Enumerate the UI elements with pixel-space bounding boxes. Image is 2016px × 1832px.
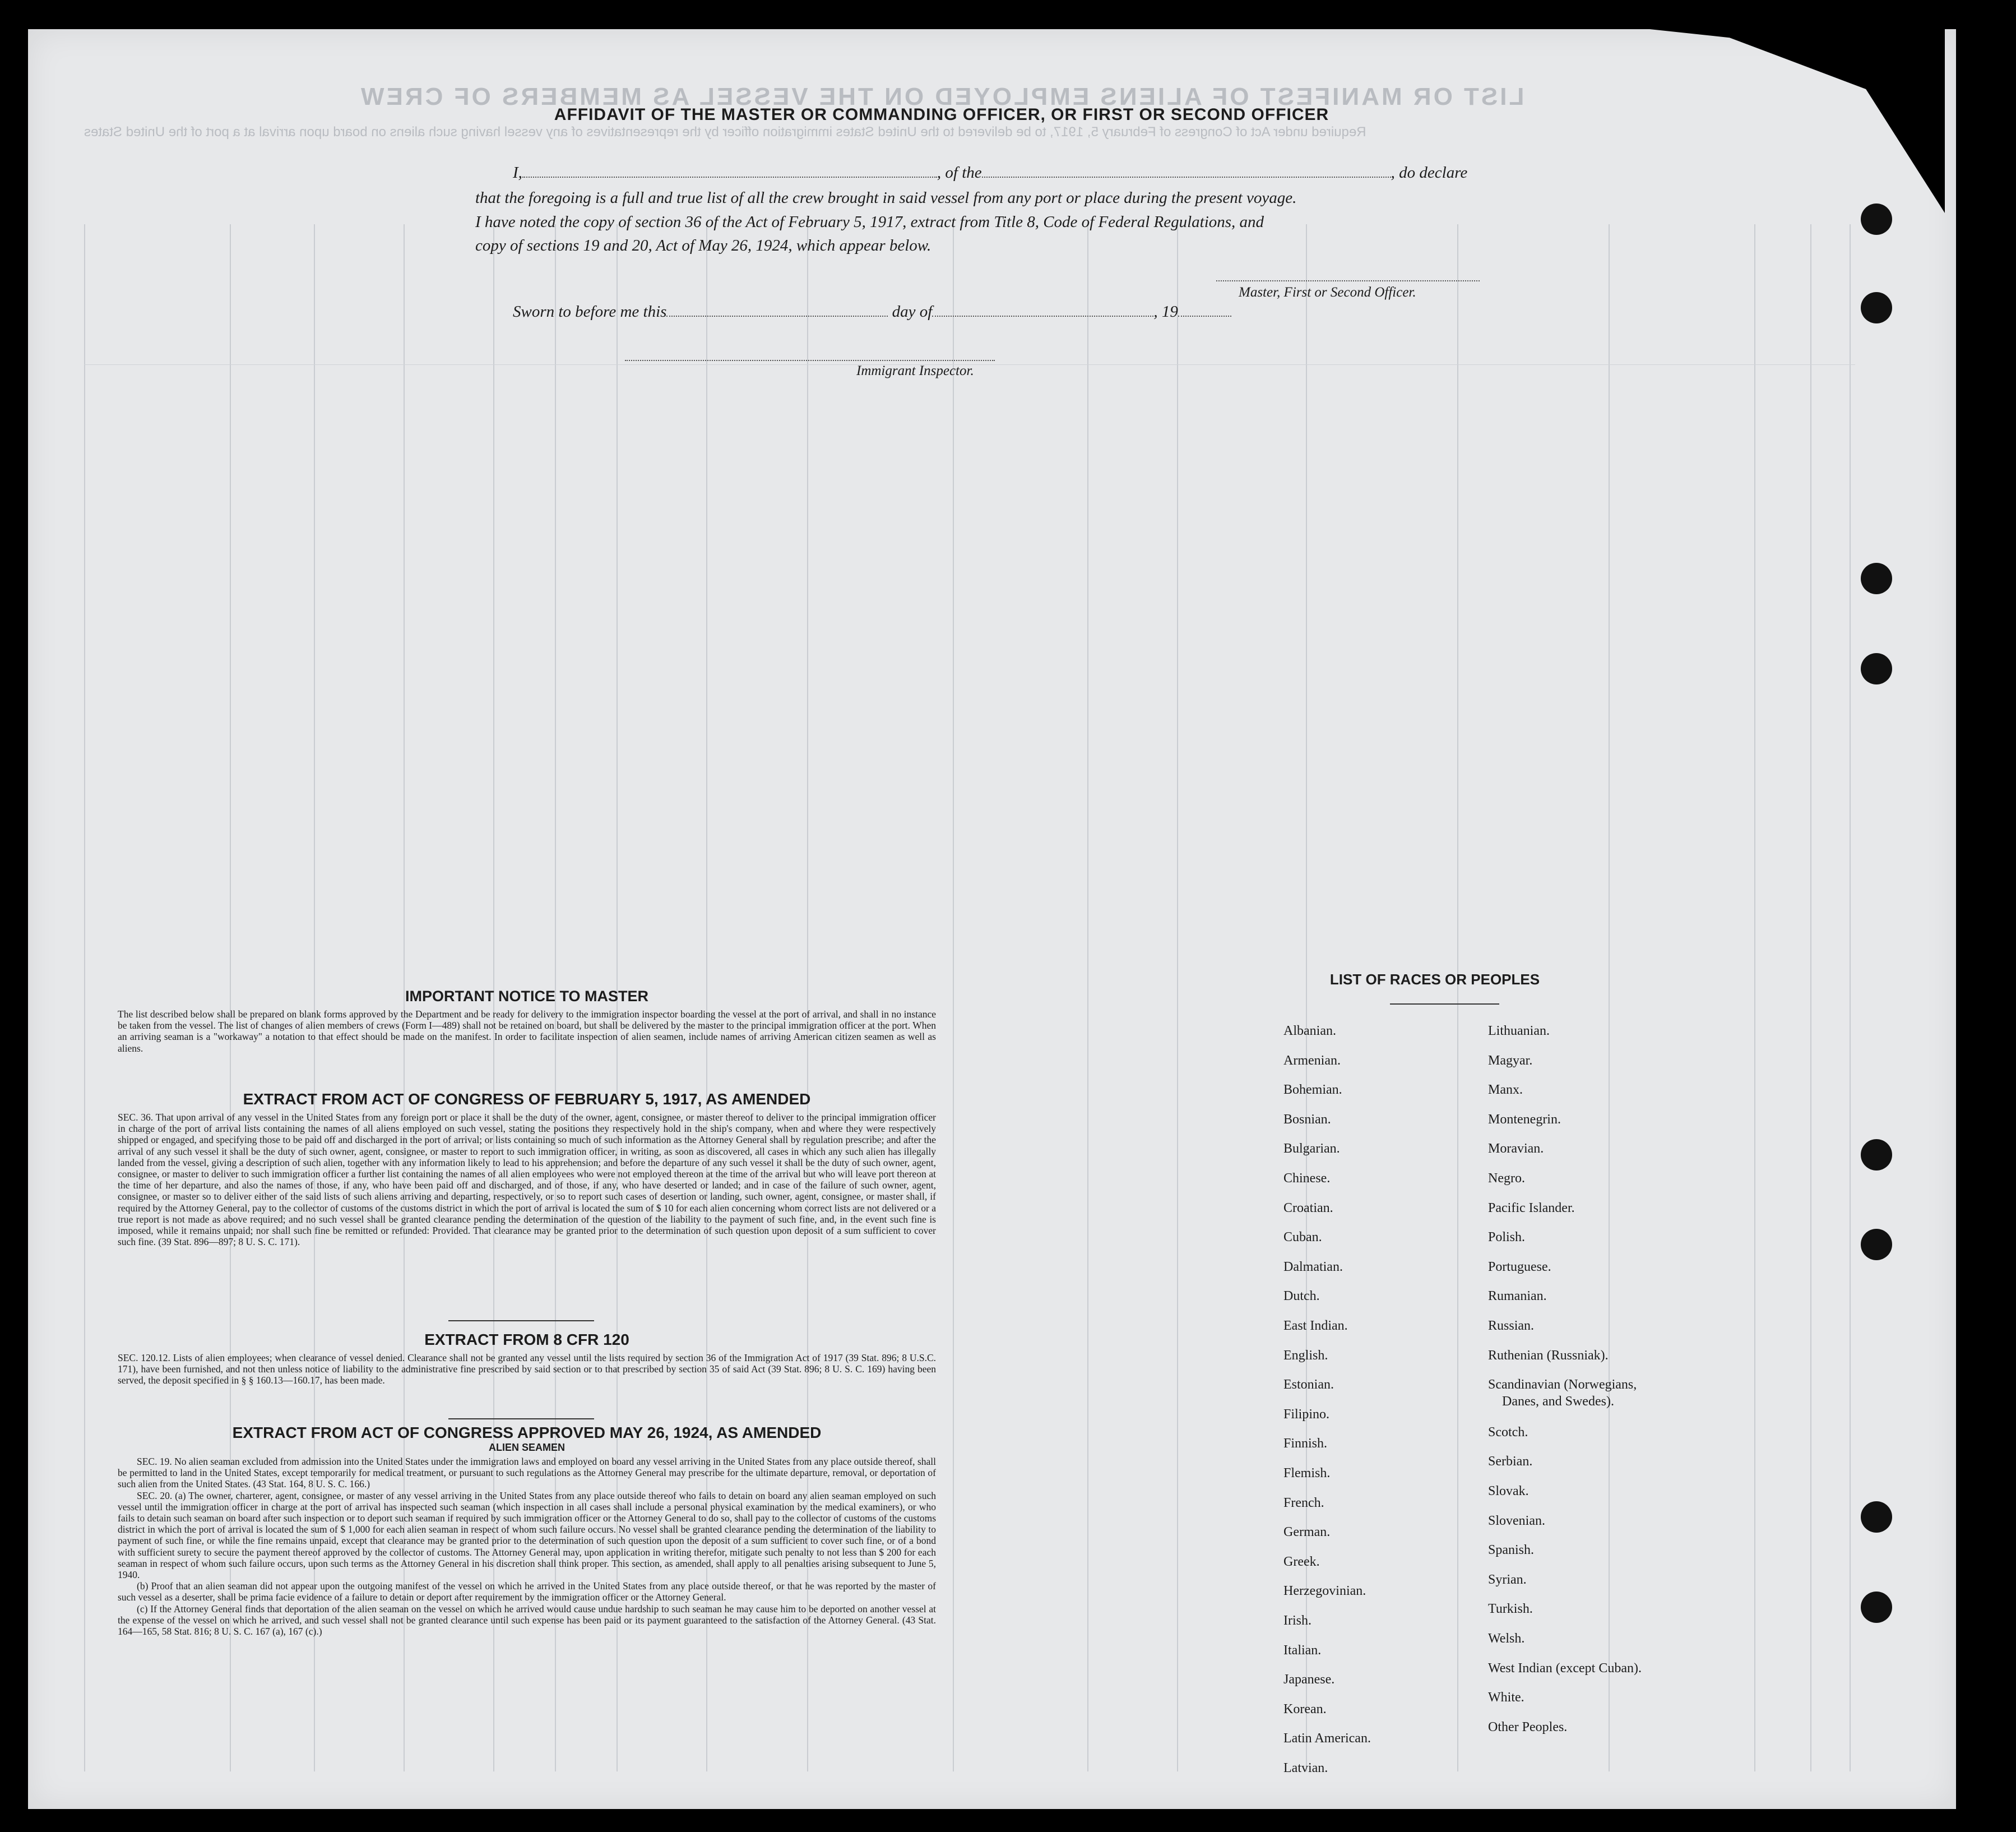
race-item: Bohemian. <box>1283 1082 1342 1098</box>
race-item: Finnish. <box>1283 1436 1328 1451</box>
binder-hole <box>1861 1229 1892 1260</box>
grid-line <box>84 224 85 1771</box>
race-item: East Indian. <box>1283 1319 1348 1333</box>
sworn-month-blank <box>932 316 1153 317</box>
grid-line <box>1850 224 1851 1771</box>
notice-title: IMPORTANT NOTICE TO MASTER <box>405 988 648 1005</box>
grid-line <box>953 224 954 1771</box>
race-item: Irish. <box>1283 1613 1311 1628</box>
grid-line <box>1177 224 1178 1771</box>
race-item: French. <box>1283 1495 1324 1510</box>
master-signature-line <box>1216 280 1480 281</box>
race-item: Slovak. <box>1488 1484 1529 1498</box>
race-item: Dutch. <box>1283 1289 1320 1304</box>
affidavit-do-declare: , do declare <box>1391 164 1468 182</box>
notice-text: The list described below shall be prepared on blank forms approved by the Department and be ready for delivery to the immigration inspector boarding the vessel at the port of arrival, and shall in no instance be taken from the vessel. The list of changes of alien members of crews (Form I—489) shall not be retained on board, but shall be delivered by the master to the principal immigration officer at the port. When an arriving seaman is a "workaway" a notation to that effect should be made on the manifest. In order to facilitate inspection of alien seamen, include names of arriving American citizen seamen as well as aliens. <box>118 1008 936 1054</box>
race-item: Croatian. <box>1283 1200 1333 1215</box>
grid-line <box>1457 224 1458 1771</box>
race-item: Italian. <box>1283 1643 1322 1658</box>
race-item: Rumanian. <box>1488 1289 1547 1304</box>
extract-1924-title: EXTRACT FROM ACT OF CONGRESS APPROVED MAY 26, 1924, AS AMENDED <box>232 1424 822 1441</box>
race-item: Slovenian. <box>1488 1513 1545 1528</box>
race-item: Danes, and Swedes). <box>1502 1394 1614 1409</box>
affidavit-title: AFFIDAVIT OF THE MASTER OR COMMANDING OFFICER, OR FIRST OR SECOND OFFICER <box>554 105 1329 124</box>
race-item: Chinese. <box>1283 1171 1331 1186</box>
race-item: Manx. <box>1488 1082 1523 1098</box>
extract-1924-subtitle: ALIEN SEAMEN <box>488 1442 565 1453</box>
race-item: Portuguese. <box>1488 1259 1551 1274</box>
inspector-label: Immigrant Inspector. <box>856 363 974 378</box>
races-title: LIST OF RACES OR PEOPLES <box>1329 971 1540 988</box>
notice-section <box>118 988 936 1054</box>
race-item: Pacific Islander. <box>1488 1200 1575 1215</box>
race-item: Latvian. <box>1283 1761 1328 1775</box>
sworn-day-of: day of <box>892 303 933 321</box>
race-item: Armenian. <box>1283 1053 1341 1068</box>
race-item: Negro. <box>1488 1171 1525 1186</box>
race-item: Filipino. <box>1283 1407 1330 1422</box>
divider <box>448 1320 594 1321</box>
extract-1917-section <box>118 1090 936 1247</box>
binder-hole <box>1861 292 1892 323</box>
race-item: Serbian. <box>1488 1454 1533 1469</box>
race-item: Scandinavian (Norwegians, <box>1488 1377 1637 1392</box>
race-item: Japanese. <box>1283 1672 1335 1687</box>
race-item: German. <box>1283 1525 1331 1540</box>
grid-line <box>1754 224 1755 1771</box>
race-item: West Indian (except Cuban). <box>1488 1660 1642 1676</box>
race-item: Montenegrin. <box>1488 1112 1561 1127</box>
grid-line <box>1810 224 1811 1771</box>
grid-line <box>1609 224 1610 1771</box>
race-item: Bosnian. <box>1283 1112 1331 1127</box>
race-item: Latin American. <box>1283 1731 1371 1746</box>
race-item: Polish. <box>1488 1230 1526 1245</box>
divider <box>448 1418 594 1419</box>
race-item: Albanian. <box>1283 1024 1336 1038</box>
name-blank <box>522 177 937 178</box>
race-item: Estonian. <box>1283 1377 1334 1392</box>
affidavit-declaration-line <box>513 164 1467 182</box>
race-item: Syrian. <box>1488 1572 1527 1587</box>
binder-hole <box>1861 203 1892 235</box>
sworn-day-blank <box>666 316 888 317</box>
binder-hole <box>1861 1501 1892 1533</box>
race-item: Other Peoples. <box>1488 1719 1568 1734</box>
bleed-through-subtitle: Required under Act of Congress of February 5, 1917, to be delivered to the United States immigration officer by the representatives of any vessel having such aliens on board upon arrival at a port of the United States <box>84 124 1366 140</box>
binder-hole <box>1861 563 1892 594</box>
affidavit-i: I, <box>513 164 522 182</box>
master-signature-label: Master, First or Second Officer. <box>1239 285 1416 300</box>
binder-hole <box>1861 1139 1892 1171</box>
race-item: White. <box>1488 1690 1524 1705</box>
extract-1924-section <box>118 1424 936 1637</box>
extract-cfr-title: EXTRACT FROM 8 CFR 120 <box>424 1331 629 1348</box>
race-item: Cuban. <box>1283 1230 1322 1245</box>
extract-1924-sec20a: SEC. 20. (a) The owner, charterer, agent, consignee, or master of any vessel arriving in the United States from any place outside thereof who fails to detain on board any alien seaman employed on such vessel until the immigration officer in charge at the port of arrival has inspected such seaman (which inspection in all cases shall include a personal physical examination by the medical examiners), or who fails to detain such seaman on board after such inspection or to deport such seaman if required by such immigration officer or the Attorney General to do so, shall pay to the collector of customs of the customs district in which the port of arrival is located the sum of $ 1,000 for each alien seaman in respect of whom such failure occurs. No vessel shall be granted clearance pending the determination of the liability to payment of such fine, or while the fine remains unpaid, except that clearance may be granted prior to the determination of such question upon the deposit of a sum sufficient to cover such fine, or of a bond with sufficient surety to secure the payment thereof approved by the collector of customs. The Attorney General may, upon application in writing therefor, mitigate such penalty to not less than $ 200 for each seaman in respect of whom such failure occurs, upon such terms as the Attorney General in his discretion shall think proper. This section, as amended, shall apply to all penalties arising subsequent to June 5, 1940. <box>118 1489 936 1581</box>
sworn-prefix: Sworn to before me this <box>513 303 667 321</box>
binder-hole <box>1861 653 1892 684</box>
race-item: Scotch. <box>1488 1424 1528 1440</box>
extract-cfr-text: SEC. 120.12. Lists of alien employees; when clearance of vessel denied. Clearance shall not be granted any vessel until the lists required by section 36 of the Immigration Act of 1917 (39 Stat. 896; 8 U.S.C. 171), have been furnished, and not then unless notice of liability to the administrative fine prescribed by said section or to that prescribed by section 35 of said Act (39 Stat. 896; 8 U. S. C. 169) having been served, the deposit specified in § § 160.13—160.17, has been made. <box>118 1352 936 1386</box>
sworn-year-blank <box>1178 316 1231 317</box>
race-item: Moravian. <box>1488 1141 1544 1156</box>
affidavit-line-3: I have noted the copy of section 36 of the Act of February 5, 1917, extract from Title 8, Code of Federal Regulations, and <box>475 213 1264 231</box>
affidavit-line-4: copy of sections 19 and 20, Act of May 26, 1924, which appear below. <box>475 237 931 255</box>
sworn-year: , 19 <box>1153 303 1178 321</box>
bleed-through-title: LIST OR MANIFEST OF ALIENS EMPLOYED ON THE VESSEL AS MEMBERS OF CREW <box>359 83 1524 110</box>
race-item: Turkish. <box>1488 1602 1533 1617</box>
grid-line <box>1087 224 1088 1771</box>
extract-1917-title: EXTRACT FROM ACT OF CONGRESS OF FEBRUARY 5, 1917, AS AMENDED <box>243 1090 811 1108</box>
affidavit-of-the: , of the <box>937 164 982 182</box>
affidavit-line-2: that the foregoing is a full and true list of all the crew brought in said vessel from any port or place during the present voyage. <box>475 189 1297 207</box>
race-item: Herzegovinian. <box>1283 1584 1366 1599</box>
extract-cfr-section <box>118 1331 936 1386</box>
binder-hole <box>1861 1592 1892 1623</box>
extract-1924-sec20c: (c) If the Attorney General finds that deportation of the alien seaman on the vessel on which he arrived would cause undue hardship to such seaman he may cause him to be deported on another vessel at the expense of the vessel on which he arrived, and such vessel shall not be granted clearance until such expense has been paid or its payment guaranteed to the satisfaction of the Attorney General. (43 Stat. 164—165, 58 Stat. 816; 8 U. S. C. 167 (a), 167 (c).) <box>118 1603 936 1637</box>
extract-1924-sec19: SEC. 19. No alien seaman excluded from admission into the United States under the immigration laws and employed on board any vessel arriving in the United States from any place outside thereof, shall be permitted to land in the United States, except temporarily for medical treatment, or pursuant to such regulations as the Attorney General may prescribe for the ultimate departure, removal, or deportation of such alien from the United States. (43 Stat. 164, 8 U. S. C. 166.) <box>118 1456 936 1490</box>
race-item: Russian. <box>1488 1319 1535 1333</box>
inspector-signature-line <box>625 360 995 361</box>
sworn-line <box>513 303 1231 321</box>
race-item: Spanish. <box>1488 1543 1535 1558</box>
race-item: Ruthenian (Russniak). <box>1488 1348 1609 1363</box>
race-item: Lithuanian. <box>1488 1024 1550 1038</box>
race-item: Welsh. <box>1488 1631 1525 1646</box>
race-item: Dalmatian. <box>1283 1259 1343 1274</box>
extract-1924-sec20b: (b) Proof that an alien seaman did not appear upon the outgoing manifest of the vessel on which he arrived in the United States from any place outside thereof, or that he was reported by the master of such vessel as a deserter, shall be prima facie evidence of a failure to detain or deport after requirement by the immigration officer or the Attorney General. <box>118 1580 936 1603</box>
race-item: Flemish. <box>1283 1466 1331 1481</box>
race-item: Bulgarian. <box>1283 1141 1340 1156</box>
vessel-blank <box>982 177 1391 178</box>
races-title-underline <box>1390 1003 1499 1005</box>
race-item: Magyar. <box>1488 1053 1533 1068</box>
extract-1917-text: SEC. 36. That upon arrival of any vessel in the United States from any foreign port or place it shall be the duty of the owner, agent, consignee, or master thereof to deliver to the principal immigration officer in charge of the port of arrival lists containing the names of all aliens employed on such vessel, stating the positions they respectively hold in the ship's company, when and where they were respectively shipped or engaged, and specifying those to be paid off and discharged in the port of arrival; or lists containing so much of such information as the Attorney General shall by regulation prescribe; and after the arrival of any such vessel it shall be the duty of such owner, agent, consignee, or master to report to such immigration officer, in writing, as soon as discovered, all cases in which any such alien has illegally landed from the vessel, giving a description of such alien, together with any information likely to lead to his apprehension; and before the departure of any such vessel it shall be the duty of such owner, agent, consignee, or master to deliver to such immigration officer a further list containing the names of all alien employees who were not employed thereon at the time of the arrival but who will leave port thereon at the time of her departure, and also the names of those, if any, who have been paid off and discharged, and of those, if any, who have deserted or landed; and in case of the failure of such owner, agent, consignee, or master so to deliver either of the said lists of such aliens arriving and departing, respectively, or so to report such cases of desertion or landing, such owner, agent, consignee, or master shall, if required by the Attorney General, pay to the collector of customs of the customs district in which the port of arrival is located the sum of $ 10 for each alien concerning whom correct lists are not delivered or a true report is not made as above required; and no such vessel shall be granted clearance pending the determination of the question of the liability to the payment of such fine, and, in the event such fine is imposed, while it remains unpaid; nor shall such fine be remitted or refunded: Provided. That clearance may be granted prior to the determination of such question upon deposit of a sum sufficient to cover such fine. (39 Stat. 896—897; 8 U. S. C. 171). <box>118 1112 936 1248</box>
race-item: English. <box>1283 1348 1328 1363</box>
race-item: Korean. <box>1283 1701 1327 1717</box>
race-item: Greek. <box>1283 1554 1320 1569</box>
